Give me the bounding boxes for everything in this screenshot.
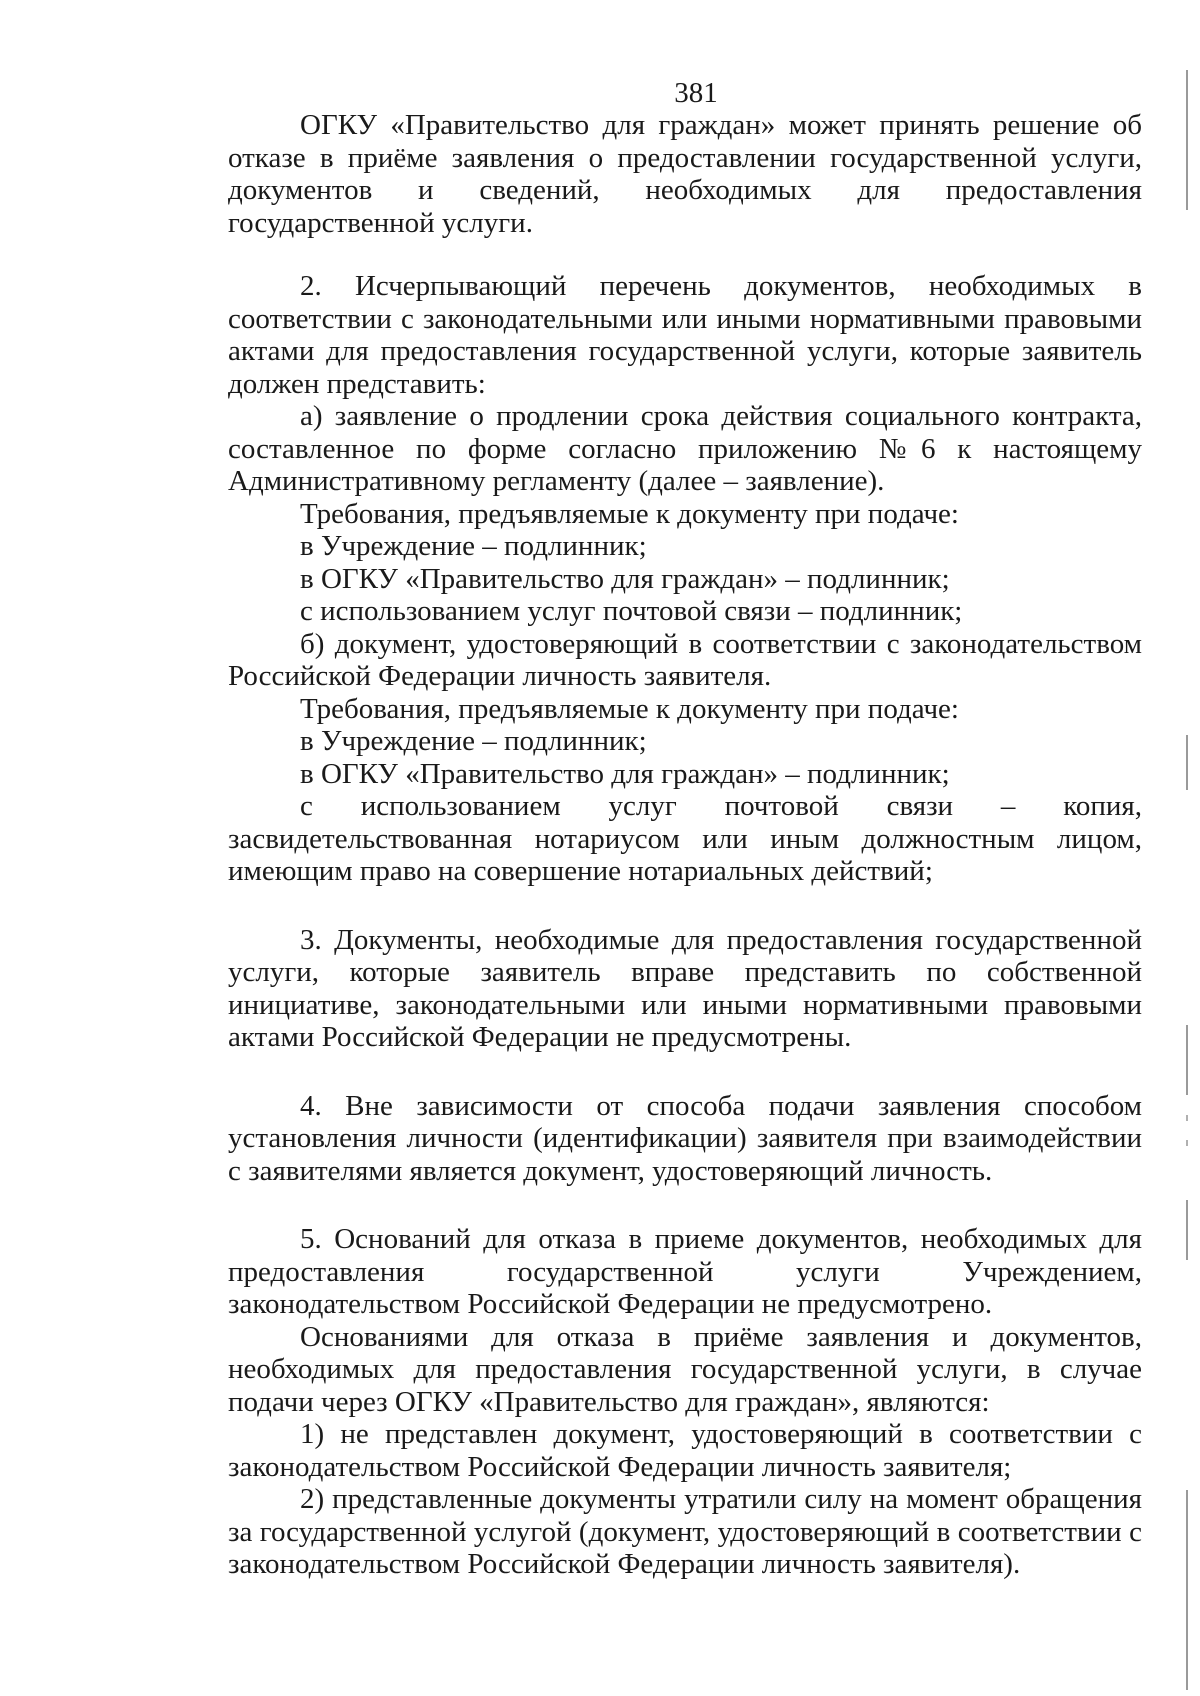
paragraph-section-3: 3. Документы, необходимые для предоставления государственной услуги, которые заявитель вправе представить по собственной инициативе, законодательными или иными нормативными правовыми актами Российской Федерации не предусмотрены. [228,923,1142,1053]
paragraph-spacer [228,239,1142,270]
paragraph-spacer [228,888,1142,924]
paragraph-ground-2: 2) представленные документы утратили силу на момент обращения за государственной услугой (документ, удостоверяющий в соответствии с законодательством Российской Федерации личность заявителя). [228,1483,1142,1580]
paragraph-ground-1: 1) не представлен документ, удостоверяющий в соответствии с законодательством Российской Федерации личность заявителя; [228,1418,1142,1483]
page-number: 381 [674,77,718,109]
paragraph-item-b: б) документ, удостоверяющий в соответствии с законодательством Российской Федерации личность заявителя. [228,627,1142,692]
paragraph-requirement-post: с использованием услуг почтовой связи – подлинник; [300,595,963,627]
paragraph-section-2: 2. Исчерпывающий перечень документов, необходимых в соответствии с законодательными или иными нормативными правовыми актами для предоставления государственной услуги, которые заявитель должен представить: [228,270,1142,400]
document-body [228,109,1142,1581]
paragraph-section-5: 5. Оснований для отказа в приеме документов, необходимых для предоставления государственной услуги Учреждением, законодательством Российской Федерации не предусмотрено. [228,1223,1142,1320]
paragraph-spacer [228,1054,1142,1090]
scan-edge-mark [1186,1200,1188,1260]
paragraph-requirement-institution: в Учреждение – подлинник; [300,725,647,757]
scan-edge-mark [1186,1140,1188,1146]
scan-edge-mark [1186,735,1188,790]
paragraph-spacer [228,1187,1142,1223]
paragraph-refusal-grounds: Основаниями для отказа в приёме заявления и документов, необходимых для предоставления государственной услуги, в случае подачи через ОГКУ «Правительство для граждан», являются: [228,1320,1142,1418]
paragraph-requirement-ogku: в ОГКУ «Правительство для граждан» – подлинник; [300,757,950,790]
scan-edge-mark [1186,1025,1188,1095]
paragraph-requirement-institution: в Учреждение – подлинник; [300,530,647,562]
scan-edge-mark [1186,1490,1188,1690]
paragraph-requirement-ogku: в ОГКУ «Правительство для граждан» – подлинник; [300,562,950,595]
scan-edge-mark [1186,70,1188,210]
scan-edge-mark [1186,1115,1188,1121]
paragraph-section-4: 4. Вне зависимости от способа подачи заявления способом установления личности (идентификации) заявителя при взаимодействии с заявителями является документ, удостоверяющий личность. [228,1089,1142,1187]
paragraph-requirements: Требования, предъявляемые к документу при подаче: [300,692,959,725]
paragraph-refusal-decision: ОГКУ «Правительство для граждан» может принять решение об отказе в приёме заявления о предоставлении государственной услуги, документов и сведений, необходимых для предоставления государственной услуги. [228,109,1142,239]
paragraph-requirement-post: с использованием услуг почтовой связи – копия, засвидетельствованная нотариусом или иным должностным лицом, имеющим право на совершение нотариальных действий; [228,790,1142,887]
paragraph-requirements: Требования, предъявляемые к документу при подаче: [300,497,959,530]
paragraph-item-a: а) заявление о продлении срока действия социального контракта, составленное по форме согласно приложению №6 к настоящему Административному регламенту (далее – заявление). [228,400,1142,497]
